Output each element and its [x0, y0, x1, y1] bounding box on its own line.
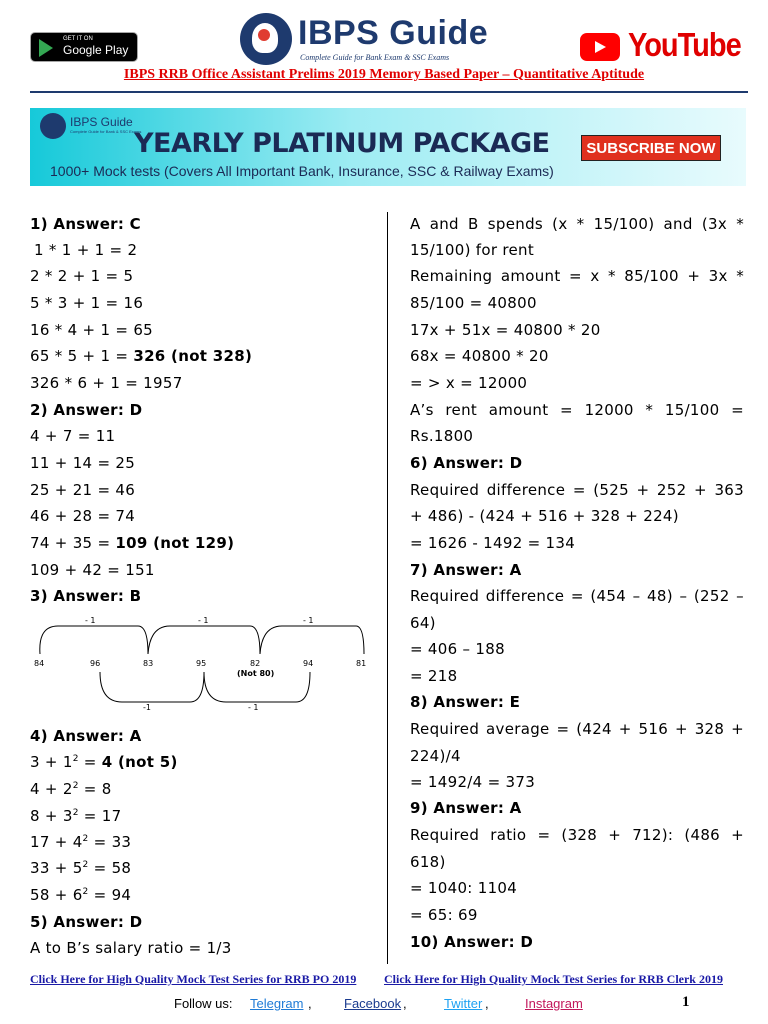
series-number: 83	[143, 659, 154, 668]
series-number: 95	[196, 659, 207, 668]
column-divider	[387, 212, 388, 964]
separator: ,	[485, 996, 489, 1011]
solution-line: 11 + 14 = 25	[30, 454, 136, 472]
solution-line: 224)/4	[410, 747, 461, 765]
page-number: 1	[682, 994, 690, 1010]
solution-line: 4 + 7 = 11	[30, 427, 116, 445]
answer-heading-5: 5) Answer: D	[30, 913, 143, 931]
header-divider	[30, 91, 748, 93]
solution-line: 68x = 40800 * 20	[410, 347, 549, 365]
solution-line: = 1626 - 1492 = 134	[410, 534, 576, 552]
solution-line: $3 + 1^2 = 4$ (not 5)	[30, 753, 178, 771]
solution-line: Required average = (424 + 516 + 328 +	[410, 720, 744, 738]
solution-line: 15/100) for rent	[410, 241, 535, 259]
solution-line: 2 * 2 + 1 = 5	[30, 267, 134, 285]
solution-line: 16 * 4 + 1 = 65	[30, 321, 154, 339]
solution-line: 65 * 5 + 1 = 326 (not 328)	[30, 347, 253, 365]
solution-line: 109 + 42 = 151	[30, 561, 155, 579]
bracket-top-2	[148, 626, 260, 654]
google-play-text: Google Play	[63, 43, 129, 57]
solution-line: = 65: 69	[410, 906, 478, 924]
solution-line: = 218	[410, 667, 458, 685]
diagram-label: -1	[143, 703, 151, 712]
banner-title: YEARLY PLATINUM PACKAGE	[134, 128, 550, 159]
youtube-icon[interactable]	[580, 33, 620, 61]
bracket-top-3	[260, 626, 364, 654]
solution-line: A to B’s salary ratio = 1/3	[30, 939, 232, 957]
solution-line: Required difference = (454 – 48) – (252 –	[410, 587, 744, 605]
highlight-answer: 109 (not 129)	[115, 534, 235, 552]
answer-heading-10: 10) Answer: D	[410, 933, 534, 951]
answer-heading-4: 4) Answer: A	[30, 727, 142, 745]
solution-line: 74 + 35 = 109 (not 129)	[30, 534, 235, 552]
highlight-answer: 4 (not 5)	[101, 753, 178, 771]
solution-line: Required difference = (525 + 252 + 363	[410, 481, 744, 499]
facebook-link[interactable]: Facebook	[344, 996, 402, 1011]
solution-line: $58 + 6^2 = 94$	[30, 886, 132, 904]
answer-heading-1: 1) Answer: C	[30, 215, 141, 233]
series-difference-diagram	[30, 614, 370, 714]
series-number: 94	[303, 659, 314, 668]
series-number: 81	[356, 659, 367, 668]
rrb-clerk-mock-test-link[interactable]: Click Here for High Quality Mock Test Series for RRB Clerk 2019	[384, 972, 723, 986]
diagram-note: (Not 80)	[237, 669, 275, 678]
diagram-label: - 1	[85, 616, 96, 625]
solution-line: = 1492/4 = 373	[410, 773, 536, 791]
bracket-top-1	[40, 626, 148, 654]
separator: ,	[308, 996, 312, 1011]
answer-heading-8: 8) Answer: E	[410, 693, 521, 711]
logo-title: IBPS Guide	[298, 14, 489, 52]
solution-line: A and B spends (x * 15/100) and (3x *	[410, 215, 744, 233]
series-number: 84	[34, 659, 45, 668]
logo-subtitle: Complete Guide for Bank Exam & SSC Exams	[300, 53, 450, 62]
solution-line: = 406 – 188	[410, 640, 505, 658]
solution-line: 64)	[410, 614, 436, 632]
highlight-answer: 326 (not 328)	[133, 347, 253, 365]
solution-line: 17x + 51x = 40800 * 20	[410, 321, 601, 339]
solution-line: 25 + 21 = 46	[30, 481, 136, 499]
solution-line: $17 + 4^2 = 33$	[30, 833, 132, 851]
diagram-label: - 1	[198, 616, 209, 625]
solution-line: Required ratio = (328 + 712): (486 +	[410, 826, 744, 844]
follow-us-label: Follow us:	[174, 996, 233, 1011]
banner-logo-icon	[40, 113, 66, 139]
solution-line: 326 * 6 + 1 = 1957	[30, 374, 183, 392]
solution-line: = > x = 12000	[410, 374, 528, 392]
solution-line: + 486) - (424 + 516 + 328 + 224)	[410, 507, 679, 525]
solution-line: Remaining amount = x * 85/100 + 3x *	[410, 267, 744, 285]
solution-line: 85/100 = 40800	[410, 294, 537, 312]
separator: ,	[403, 996, 407, 1011]
banner-subtitle: 1000+ Mock tests (Covers All Important Bank, Insurance, SSC & Railway Exams)	[50, 163, 554, 179]
solution-line: $4 + 2^2 = 8$	[30, 780, 112, 798]
bracket-bottom-1	[100, 672, 204, 702]
play-store-icon	[39, 39, 53, 57]
diagram-label: - 1	[248, 703, 259, 712]
answer-heading-6: 6) Answer: D	[410, 454, 523, 472]
subscribe-now-button[interactable]: SUBSCRIBE NOW	[581, 135, 721, 161]
youtube-wordmark[interactable]: YouTube	[628, 27, 741, 64]
solution-line: = 1040: 1104	[410, 879, 518, 897]
diagram-label: - 1	[303, 616, 314, 625]
google-play-small-text: GET IT ON	[63, 36, 93, 42]
answer-heading-3: 3) Answer: B	[30, 587, 142, 605]
ibps-guide-logo-icon	[240, 13, 292, 65]
banner-logo-subtitle: Complete Guide for Bank & SSC Exams	[70, 129, 142, 134]
solution-line: Rs.1800	[410, 427, 474, 445]
solution-line: A’s rent amount = 12000 * 15/100 =	[410, 401, 744, 419]
series-number: 96	[90, 659, 101, 668]
answer-heading-2: 2) Answer: D	[30, 401, 143, 419]
solution-line: 46 + 28 = 74	[30, 507, 136, 525]
twitter-link[interactable]: Twitter	[444, 996, 483, 1011]
solution-line: 1 * 1 + 1 = 2	[34, 241, 138, 259]
page-title[interactable]: IBPS RRB Office Assistant Prelims 2019 Memory Based Paper – Quantitative Aptitude	[123, 67, 645, 82]
rrb-po-mock-test-link[interactable]: Click Here for High Quality Mock Test Series for RRB PO 2019	[30, 972, 357, 986]
solution-line: $8 + 3^2 = 17$	[30, 807, 122, 825]
solution-line: 5 * 3 + 1 = 16	[30, 294, 144, 312]
answer-heading-7: 7) Answer: A	[410, 561, 522, 579]
banner-logo-text: IBPS Guide	[70, 115, 133, 129]
series-number: 82	[250, 659, 261, 668]
google-play-badge[interactable]	[30, 32, 138, 62]
solution-line: $33 + 5^2 = 58$	[30, 859, 132, 877]
telegram-link[interactable]: Telegram	[250, 996, 304, 1011]
answer-heading-9: 9) Answer: A	[410, 799, 522, 817]
instagram-link[interactable]: Instagram	[525, 996, 583, 1011]
solution-line: 618)	[410, 853, 446, 871]
